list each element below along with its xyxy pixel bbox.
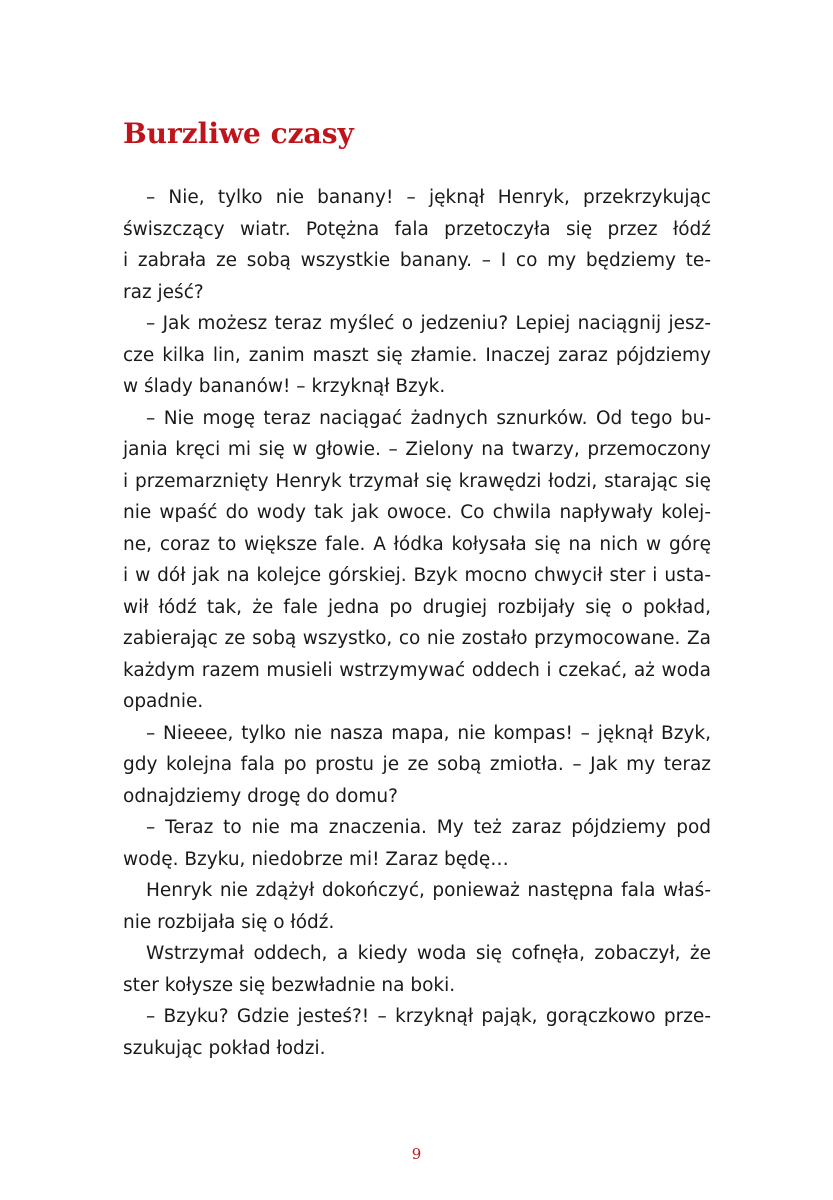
text-line: gdy kolejna fala po prostu je ze sobą zmiotła. – Jak my teraz <box>123 754 711 775</box>
text-line: wodę. Bzyku, niedobrze mi! Zaraz będę… <box>123 848 509 870</box>
page-number: 9 <box>411 1145 422 1163</box>
text-line: raz jeść? <box>123 281 204 303</box>
chapter-title: Burzliwe czasy <box>123 117 354 150</box>
text-line: Henryk nie zdążył dokończyć, ponieważ następna fala właś- <box>146 880 711 901</box>
text-line: szukując pokład łodzi. <box>123 1037 326 1059</box>
text-line: – Jak możesz teraz myśleć o jedzeniu? Lepiej naciągnij jesz- <box>146 313 711 334</box>
text-line: – Bzyku? Gdzie jesteś?! – krzyknął pająk, gorączkowo prze- <box>146 1006 711 1027</box>
text-line: – Teraz to nie ma znaczenia. My też zaraz pójdziemy pod <box>146 817 711 838</box>
text-line: odnajdziemy drogę do domu? <box>123 785 398 807</box>
text-line: – Nie mogę teraz naciągać żadnych sznurków. Od tego bu- <box>146 407 711 429</box>
text-line: świszczący wiatr. Potężna fala przetoczyła się przez łódź <box>123 218 711 240</box>
text-line: – Nie, tylko nie banany! – jęknął Henryk, przekrzykując <box>146 187 711 208</box>
text-line: każdym razem musieli wstrzymywać oddech i czekać, aż woda <box>123 659 711 681</box>
text-line: i przemarznięty Henryk trzymał się krawędzi łodzi, starając się <box>123 470 711 492</box>
text-line: – Nieeee, tylko nie nasza mapa, nie kompas! – jęknął Bzyk, <box>146 722 711 744</box>
text-line: nie rozbijała się o łódź. <box>123 911 335 933</box>
text-line: i w dół jak na kolejce górskiej. Bzyk mocno chwycił ster i usta- <box>123 565 711 586</box>
body-text <box>123 182 711 1064</box>
text-line: Wstrzymał oddech, a kiedy woda się cofnęła, zobaczył, że <box>146 943 711 964</box>
text-line: zabierając ze sobą wszystko, co nie zostało przymocowane. Za <box>123 628 711 649</box>
text-line: opadnie. <box>123 691 204 712</box>
text-line: i zabrała ze sobą wszystkie banany. – I co my będziemy te- <box>123 250 711 271</box>
text-line: wił łódź tak, że fale jedna po drugiej rozbijały się o pokład, <box>123 596 711 618</box>
text-line: ster kołysze się bezwładnie na boki. <box>123 974 456 996</box>
text-line: nie wpaść do wody tak jak owoce. Co chwila napływały kolej- <box>123 502 711 523</box>
text-line: w ślady bananów! – krzyknął Bzyk. <box>123 376 446 397</box>
text-line: ne, coraz to większe fale. A łódka kołysała się na nich w górę <box>123 533 711 555</box>
text-line: jania kręci mi się w głowie. – Zielony na twarzy, przemoczony <box>123 439 711 460</box>
text-line: cze kilka lin, zanim maszt się złamie. Inaczej zaraz pójdziemy <box>123 344 711 366</box>
